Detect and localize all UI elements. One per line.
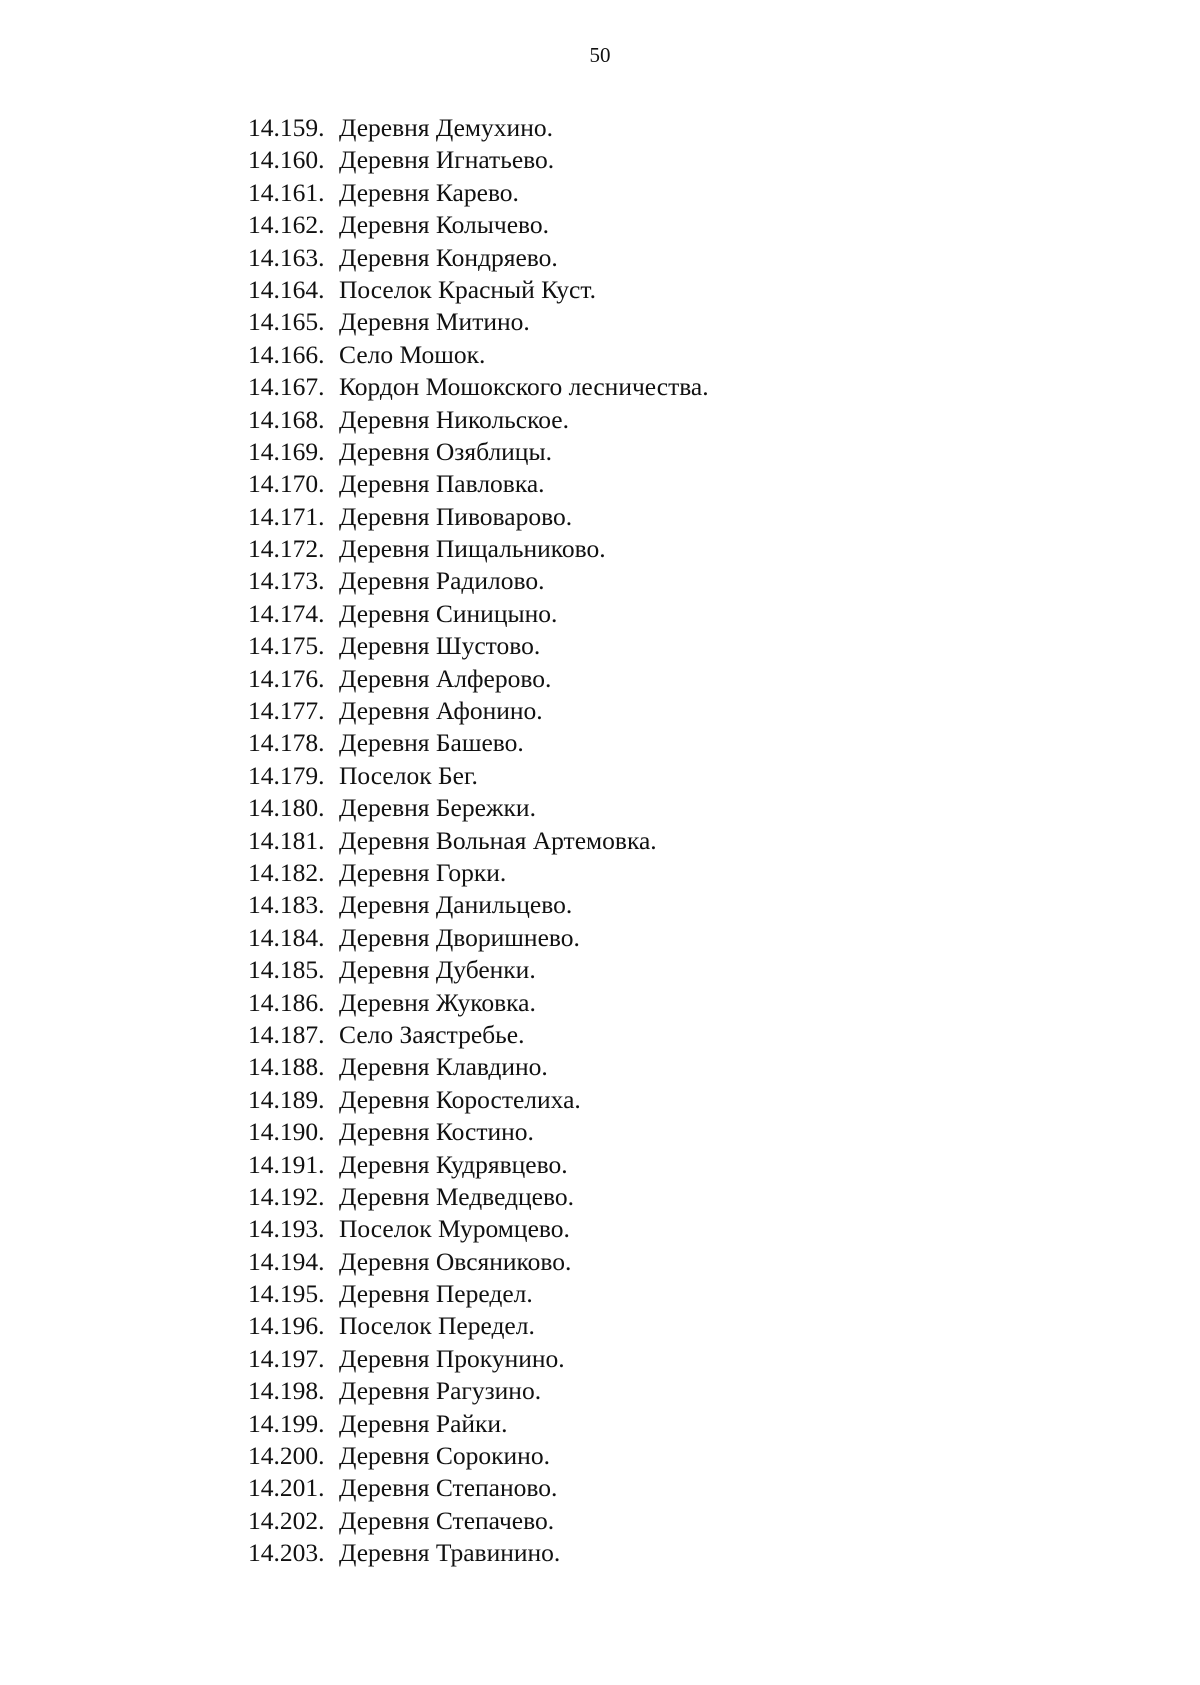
list-item <box>248 1246 709 1278</box>
list-item-text: Деревня Кондряево. <box>339 242 558 272</box>
list-item <box>248 1472 709 1504</box>
list-item <box>248 436 709 468</box>
list-item-number: 14.203. <box>248 1538 325 1568</box>
list-item-number: 14.183. <box>248 890 325 920</box>
list-item <box>248 1213 709 1245</box>
list-item <box>248 987 709 1019</box>
list-item <box>248 1084 709 1116</box>
list-item <box>248 792 709 824</box>
list-item-text: Деревня Радилово. <box>339 566 545 596</box>
list-item <box>248 1375 709 1407</box>
list-item-text: Деревня Алферово. <box>339 663 552 693</box>
list-item-text: Село Мошок. <box>339 339 486 369</box>
list-item-text: Деревня Колычево. <box>339 210 550 240</box>
list-item <box>248 857 709 889</box>
list-item <box>248 144 709 176</box>
list-item <box>248 663 709 695</box>
list-item <box>248 533 709 565</box>
list-item-number: 14.164. <box>248 274 325 304</box>
list-item-text: Деревня Райки. <box>339 1408 508 1438</box>
list-item-text: Деревня Передел. <box>339 1279 533 1309</box>
list-item <box>248 1149 709 1181</box>
list-item-number: 14.171. <box>248 501 325 531</box>
list-item-number: 14.168. <box>248 404 325 434</box>
list-item-number: 14.192. <box>248 1181 325 1211</box>
list-item <box>248 922 709 954</box>
list-item-number: 14.181. <box>248 825 325 855</box>
list-item-text: Деревня Травинино. <box>339 1538 561 1568</box>
list-item-text: Деревня Вольная Артемовка. <box>339 825 657 855</box>
list-item-number: 14.172. <box>248 534 325 564</box>
list-item-text: Деревня Степачево. <box>339 1505 555 1535</box>
list-item-text: Деревня Карево. <box>339 177 519 207</box>
list-item-text: Деревня Пищальниково. <box>339 534 606 564</box>
list-item-number: 14.162. <box>248 210 325 240</box>
page-number: 50 <box>589 43 611 67</box>
list-item <box>248 339 709 371</box>
list-item-text: Деревня Павловка. <box>339 469 545 499</box>
list-item <box>248 1537 709 1569</box>
list-item-number: 14.173. <box>248 566 325 596</box>
list-item-text: Кордон Мошокского лесничества. <box>339 372 709 402</box>
list-item-text: Деревня Никольское. <box>339 404 569 434</box>
list-item <box>248 1343 709 1375</box>
list-item <box>248 306 709 338</box>
list-item <box>248 1440 709 1472</box>
list-item-text: Деревня Костино. <box>339 1117 534 1147</box>
list-item-number: 14.167. <box>248 372 325 402</box>
list-item-text: Поселок Передел. <box>339 1311 535 1341</box>
list-item-text: Деревня Синицыно. <box>339 598 558 628</box>
list-item <box>248 1278 709 1310</box>
list-item-number: 14.195. <box>248 1279 325 1309</box>
list-item-number: 14.163. <box>248 242 325 272</box>
list-item-number: 14.199. <box>248 1408 325 1438</box>
list-item-number: 14.179. <box>248 760 325 790</box>
list-item-number: 14.177. <box>248 696 325 726</box>
list-item-text: Деревня Афонино. <box>339 696 543 726</box>
list-item-text: Деревня Данильцево. <box>339 890 573 920</box>
list-item-number: 14.178. <box>248 728 325 758</box>
list-item <box>248 371 709 403</box>
list-item-number: 14.165. <box>248 307 325 337</box>
list-item <box>248 825 709 857</box>
list-item-number: 14.174. <box>248 598 325 628</box>
list-item-text: Деревня Башево. <box>339 728 524 758</box>
list-item-text: Деревня Рагузино. <box>339 1376 542 1406</box>
list-item-number: 14.194. <box>248 1246 325 1276</box>
list-item-number: 14.160. <box>248 145 325 175</box>
list-item <box>248 695 709 727</box>
list-item-text: Деревня Пивоварово. <box>339 501 573 531</box>
list-item-text: Деревня Овсяниково. <box>339 1246 572 1276</box>
list-item <box>248 630 709 662</box>
list-item-text: Деревня Горки. <box>339 857 507 887</box>
list-item-text: Деревня Дубенки. <box>339 955 536 985</box>
list-item <box>248 177 709 209</box>
list-item-text: Деревня Озяблицы. <box>339 436 552 466</box>
list-item-number: 14.184. <box>248 922 325 952</box>
list-item-number: 14.176. <box>248 663 325 693</box>
list-item-number: 14.193. <box>248 1214 325 1244</box>
list-item <box>248 1051 709 1083</box>
list-item-number: 14.170. <box>248 469 325 499</box>
list-item-number: 14.189. <box>248 1084 325 1114</box>
list-item-number: 14.197. <box>248 1343 325 1373</box>
list-item <box>248 954 709 986</box>
list-item-text: Деревня Клавдино. <box>339 1052 548 1082</box>
settlement-list <box>248 112 709 1570</box>
list-item <box>248 1310 709 1342</box>
list-item-text: Деревня Прокунино. <box>339 1343 565 1373</box>
list-item-number: 14.186. <box>248 987 325 1017</box>
list-item-number: 14.175. <box>248 631 325 661</box>
list-item-text: Деревня Игнатьево. <box>339 145 555 175</box>
list-item <box>248 112 709 144</box>
list-item <box>248 1505 709 1537</box>
list-item <box>248 274 709 306</box>
list-item-text: Деревня Степаново. <box>339 1473 558 1503</box>
list-item-number: 14.180. <box>248 793 325 823</box>
list-item-number: 14.185. <box>248 955 325 985</box>
list-item-text: Деревня Коростелиха. <box>339 1084 581 1114</box>
list-item <box>248 468 709 500</box>
list-item-number: 14.182. <box>248 857 325 887</box>
list-item-number: 14.198. <box>248 1376 325 1406</box>
list-item <box>248 242 709 274</box>
list-item-number: 14.196. <box>248 1311 325 1341</box>
list-item <box>248 1181 709 1213</box>
list-item-text: Деревня Шустово. <box>339 631 541 661</box>
list-item-text: Поселок Муромцево. <box>339 1214 570 1244</box>
list-item-text: Деревня Дворишнево. <box>339 922 580 952</box>
list-item-text: Деревня Демухино. <box>339 113 553 142</box>
list-item-text: Село Заястребье. <box>339 1019 525 1049</box>
list-item-text: Деревня Медведцево. <box>339 1181 574 1211</box>
list-item-text: Деревня Жуковка. <box>339 987 536 1017</box>
list-item <box>248 889 709 921</box>
list-item-number: 14.190. <box>248 1117 325 1147</box>
list-item <box>248 727 709 759</box>
list-item <box>248 501 709 533</box>
list-item-number: 14.200. <box>248 1441 325 1471</box>
list-item-number: 14.187. <box>248 1019 325 1049</box>
list-item-number: 14.201. <box>248 1473 325 1503</box>
list-item <box>248 565 709 597</box>
list-item-number: 14.202. <box>248 1505 325 1535</box>
list-item-number: 14.166. <box>248 339 325 369</box>
list-item <box>248 209 709 241</box>
list-item <box>248 1019 709 1051</box>
list-item-number: 14.169. <box>248 436 325 466</box>
list-item <box>248 404 709 436</box>
list-item-text: Деревня Митино. <box>339 307 530 337</box>
list-item-text: Деревня Сорокино. <box>339 1441 550 1471</box>
list-item-number: 14.191. <box>248 1149 325 1179</box>
list-item-number: 14.159. <box>248 113 325 142</box>
list-item <box>248 760 709 792</box>
list-item-text: Деревня Кудрявцево. <box>339 1149 568 1179</box>
list-item-number: 14.161. <box>248 177 325 207</box>
list-item <box>248 1116 709 1148</box>
list-item-text: Поселок Красный Куст. <box>339 274 596 304</box>
list-item-text: Поселок Бег. <box>339 760 478 790</box>
list-item <box>248 598 709 630</box>
list-item <box>248 1408 709 1440</box>
list-item-number: 14.188. <box>248 1052 325 1082</box>
list-item-text: Деревня Бережки. <box>339 793 536 823</box>
